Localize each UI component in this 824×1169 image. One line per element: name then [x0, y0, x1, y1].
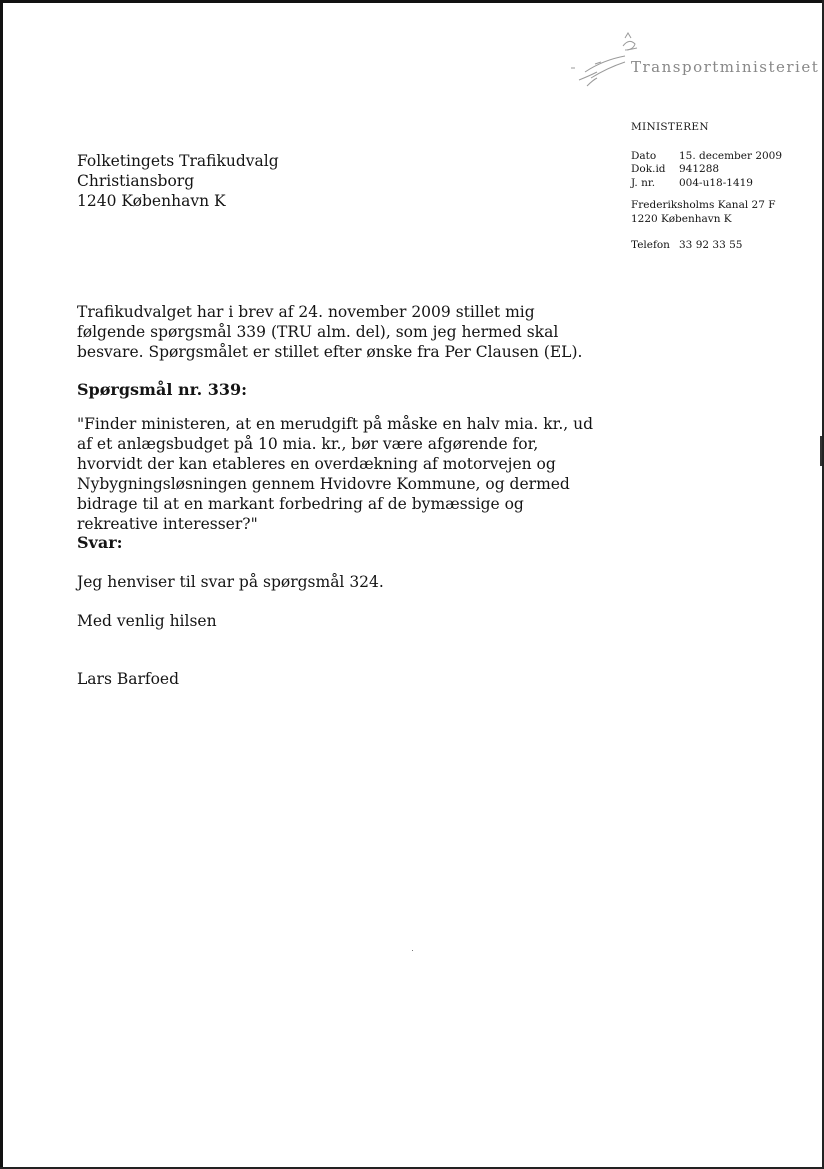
scan-border-top [0, 0, 824, 3]
question-text: "Finder ministeren, at en merudgift på måske en halv mia. kr., ud af et anlægsbudget på 10 mia. kr., bør være afgørende for, hvorvidt der kan etableres en overdækning af motorvejen og Nybygningsløsningen gennem Hvidovre Kommune, og dermed bidrage til at en markant forbedring af de bymæssige og rekreative interesser?" [77, 415, 594, 533]
phone-label: Telefon [631, 239, 670, 251]
signer-name: Lars Barfoed [77, 670, 180, 688]
scan-border-left [0, 0, 3, 1169]
sender-address-line2: 1220 København K [631, 212, 732, 225]
recipient-address [77, 151, 279, 211]
jnr-label: J. nr. [631, 177, 656, 189]
docid-label: Dok.id [631, 163, 666, 175]
scan-speck [412, 950, 413, 951]
closing-salutation: Med venlig hilsen [77, 612, 217, 630]
logo-text: Transportministeriet [631, 58, 820, 76]
question-heading: Spørgsmål nr. 339: [77, 380, 248, 399]
answer-text: Jeg henviser til svar på spørgsmål 324. [77, 573, 384, 591]
jnr-value: 004-u18-1419 [679, 177, 753, 189]
date-label: Dato [631, 150, 657, 162]
jnr-row [631, 177, 753, 189]
docid-value: 941288 [679, 163, 720, 175]
sender-department: MINISTEREN [631, 121, 709, 133]
scan-mark [820, 436, 822, 466]
phone-value: 33 92 33 55 [679, 239, 743, 251]
docid-row [631, 163, 719, 175]
phone-row [631, 239, 742, 251]
recipient-line1: Folketingets Trafikudvalg [77, 152, 279, 170]
ministry-logo [565, 28, 820, 98]
sender-address-line1: Frederiksholms Kanal 27 F [631, 199, 776, 211]
intro-paragraph: Trafikudvalget har i brev af 24. november 2009 stillet mig følgende spørgsmål 339 (TRU alm. del), som jeg hermed skal besvare. Spørgsmålet er stillet efter ønske fra Per Clausen (EL). [77, 303, 583, 361]
sender-address [631, 199, 776, 226]
recipient-line2: Christiansborg [77, 172, 195, 190]
date-value: 15. december 2009 [679, 150, 783, 162]
date-row [631, 150, 782, 162]
recipient-line3: 1240 København K [77, 192, 226, 210]
answer-heading: Svar: [77, 533, 123, 552]
